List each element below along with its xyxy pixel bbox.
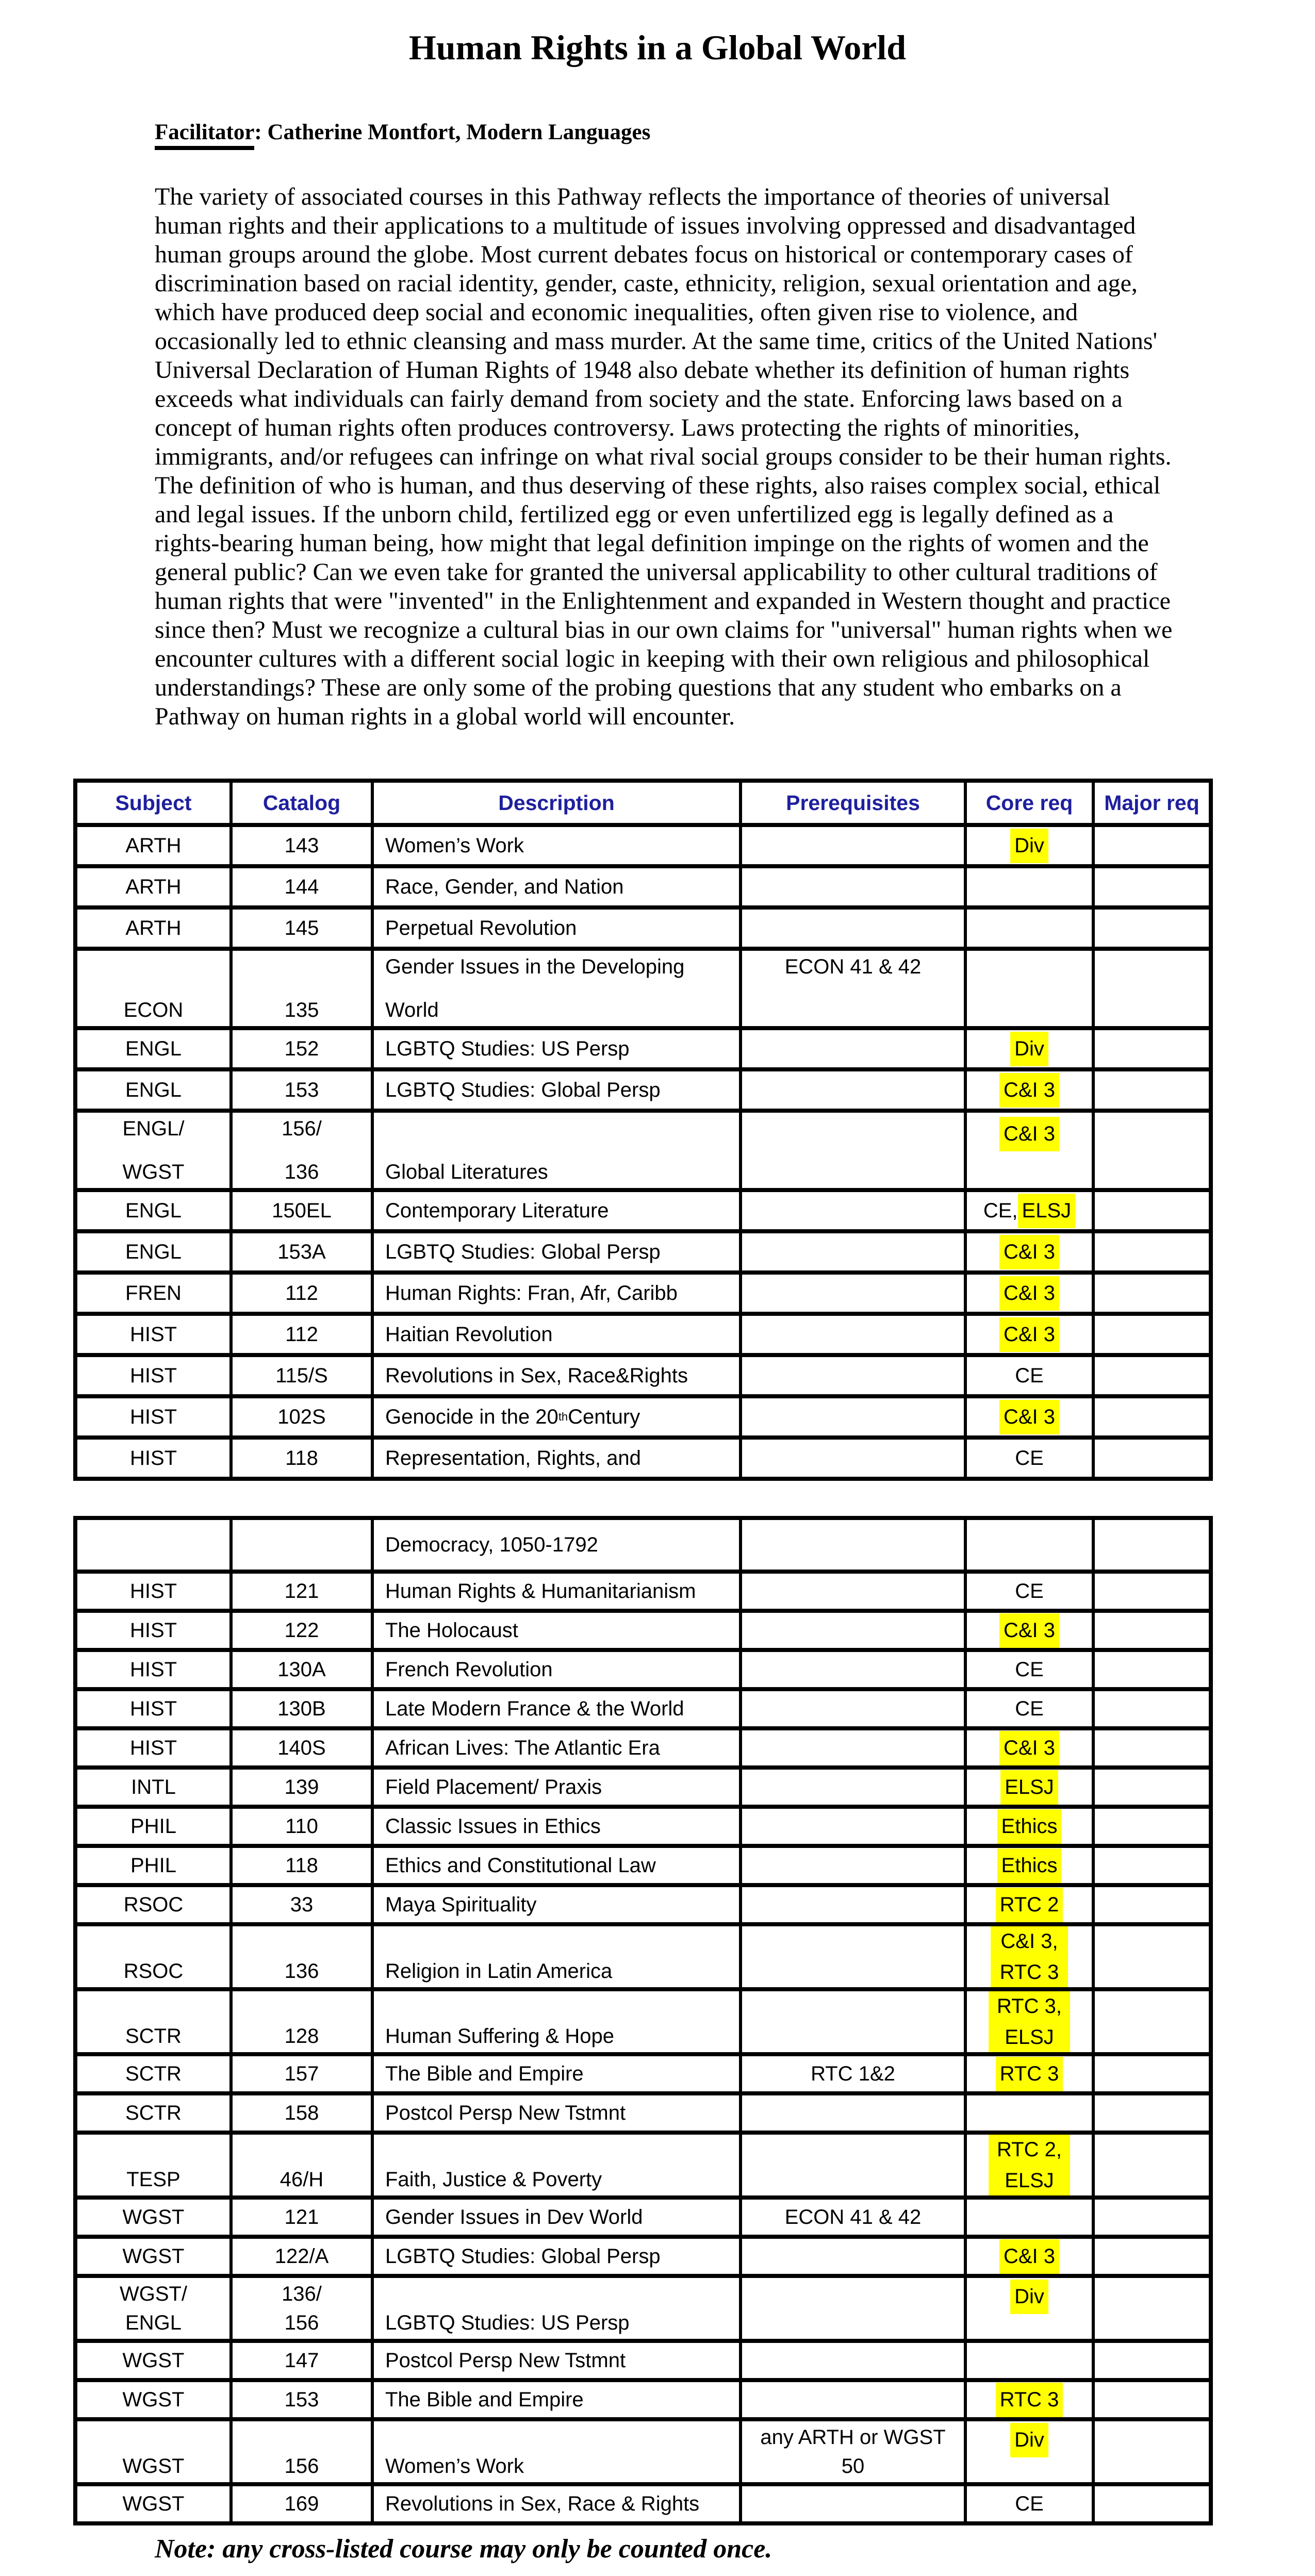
cell-prereq [741, 1768, 965, 1807]
cell-catalog: 118 [231, 1846, 372, 1885]
cell-desc: Women’s Work [372, 2419, 741, 2484]
cell-core: Ethics [965, 1846, 1093, 1885]
column-header-subject: Subject [75, 781, 231, 825]
cell-core [965, 2198, 1093, 2237]
cell-catalog: 152 [231, 1028, 372, 1069]
table-row [75, 1438, 1211, 1479]
cell-prereq: ECON 41 & 42 [741, 2198, 965, 2237]
column-header-core-req: Core req [965, 781, 1093, 825]
cell-prereq [741, 1069, 965, 1111]
table-row [75, 1314, 1211, 1355]
cell-desc: LGBTQ Studies: Global Persp [372, 2237, 741, 2276]
cell-subject: WGST [75, 2198, 231, 2237]
cell-core: CE [965, 1650, 1093, 1689]
column-header-catalog: Catalog [231, 781, 372, 825]
cell-core: C&I 3 [965, 1231, 1093, 1273]
cell-subject: WGST [75, 2484, 231, 2523]
cell-catalog: 136 [231, 1924, 372, 1989]
cell-major [1093, 2093, 1211, 2133]
cell-desc: Late Modern France & the World [372, 1689, 741, 1728]
cell-subject: ENGL [75, 1231, 231, 1273]
cell-prereq [741, 1689, 965, 1728]
cell-catalog: 150EL [231, 1190, 372, 1231]
cell-desc: Genocide in the 20 th Century [372, 1396, 741, 1438]
cell-subject: ARTH [75, 907, 231, 949]
cell-catalog: 115/S [231, 1355, 372, 1396]
cell-catalog: 153 [231, 1069, 372, 1111]
cell-core: Ethics [965, 1807, 1093, 1846]
cell-desc: Revolutions in Sex, Race & Rights [372, 2484, 741, 2523]
cell-subject: HIST [75, 1314, 231, 1355]
cell-core: Div [965, 2419, 1093, 2484]
cell-catalog: 169 [231, 2484, 372, 2523]
cell-core: RTC 3 [965, 2054, 1093, 2093]
cell-subject: WGST [75, 2237, 231, 2276]
table-row [75, 1069, 1211, 1111]
cell-catalog: 130A [231, 1650, 372, 1689]
cell-desc: Ethics and Constitutional Law [372, 1846, 741, 1885]
course-table-1 [73, 779, 1213, 1481]
cell-core: CE [965, 1689, 1093, 1728]
column-header-prerequisites: Prerequisites [741, 781, 965, 825]
cell-catalog: 153A [231, 1231, 372, 1273]
document-page [0, 26, 1315, 2576]
table-row [75, 1355, 1211, 1396]
cell-core: RTC 2 [965, 1885, 1093, 1924]
cell-major [1093, 2419, 1211, 2484]
cell-prereq: any ARTH or WGST 50 [741, 2419, 965, 2484]
table-row [75, 2237, 1211, 2276]
cell-major [1093, 1273, 1211, 1314]
cell-subject: INTL [75, 1768, 231, 1807]
cell-major [1093, 2198, 1211, 2237]
cell-prereq [741, 907, 965, 949]
cell-catalog: 158 [231, 2093, 372, 2133]
table-row [75, 1273, 1211, 1314]
cell-prereq [741, 2380, 965, 2419]
cell-subject: SCTR [75, 2093, 231, 2133]
cell-core [965, 866, 1093, 907]
cell-desc: Human Rights & Humanitarianism [372, 1572, 741, 1611]
cell-major [1093, 2276, 1211, 2341]
cell-prereq [741, 2093, 965, 2133]
cell-core [965, 907, 1093, 949]
cell-core: Div [965, 825, 1093, 866]
cell-desc: Revolutions in Sex, Race&Rights [372, 1355, 741, 1396]
cell-catalog: 156/ 136 [231, 1111, 372, 1190]
cell-core: C&I 3 [965, 1396, 1093, 1438]
cell-subject: ARTH [75, 866, 231, 907]
cell-prereq [741, 1111, 965, 1190]
cell-catalog: 156 [231, 2419, 372, 2484]
cell-prereq [741, 866, 965, 907]
cell-desc: Perpetual Revolution [372, 907, 741, 949]
cell-major [1093, 2341, 1211, 2380]
cell-desc: LGBTQ Studies: US Persp [372, 2276, 741, 2341]
table-row [75, 2419, 1211, 2484]
cell-major [1093, 2484, 1211, 2523]
cell-core: C&I 3 [965, 1273, 1093, 1314]
cell-major [1093, 2237, 1211, 2276]
cell-major [1093, 1846, 1211, 1885]
cell-desc: African Lives: The Atlantic Era [372, 1728, 741, 1768]
cell-prereq [741, 1396, 965, 1438]
cell-desc: Global Literatures [372, 1111, 741, 1190]
cell-subject: ENGL [75, 1028, 231, 1069]
cell-core: C&I 3 [965, 1611, 1093, 1650]
cell-prereq [741, 1518, 965, 1572]
cell-prereq: RTC 1&2 [741, 2054, 965, 2093]
table-row [75, 949, 1211, 1028]
cell-catalog [231, 1518, 372, 1572]
cell-catalog: 139 [231, 1768, 372, 1807]
cell-core: C&I 3, RTC 3 [965, 1924, 1093, 1989]
cell-desc: Representation, Rights, and [372, 1438, 741, 1479]
cell-prereq [741, 1807, 965, 1846]
cell-major [1093, 1314, 1211, 1355]
table-row [75, 1396, 1211, 1438]
cell-core: CE, ELSJ [965, 1190, 1093, 1231]
cell-major [1093, 866, 1211, 907]
cell-subject: HIST [75, 1355, 231, 1396]
cell-desc: Human Suffering & Hope [372, 1989, 741, 2054]
cell-major [1093, 2133, 1211, 2198]
cell-subject: ARTH [75, 825, 231, 866]
cell-prereq: ECON 41 & 42 [741, 949, 965, 1028]
cell-catalog: 135 [231, 949, 372, 1028]
table-row [75, 1846, 1211, 1885]
cell-subject: WGST/ ENGL [75, 2276, 231, 2341]
cell-major [1093, 1438, 1211, 1479]
cell-subject: HIST [75, 1650, 231, 1689]
cell-core: C&I 3 [965, 1314, 1093, 1355]
table-row [75, 2054, 1211, 2093]
table-row [75, 825, 1211, 866]
table-row [75, 907, 1211, 949]
cell-desc: Gender Issues in Dev World [372, 2198, 741, 2237]
cell-subject: WGST [75, 2419, 231, 2484]
cell-core: CE [965, 1572, 1093, 1611]
table-header-row [75, 781, 1211, 825]
table-row [75, 1572, 1211, 1611]
cell-prereq [741, 2133, 965, 2198]
cell-major [1093, 1611, 1211, 1650]
cell-subject: RSOC [75, 1924, 231, 1989]
facilitator-label: Facilitator [155, 120, 254, 150]
cell-catalog: 122 [231, 1611, 372, 1650]
cell-major [1093, 2054, 1211, 2093]
cell-prereq [741, 1572, 965, 1611]
cell-desc: Faith, Justice & Poverty [372, 2133, 741, 2198]
table-row [75, 2093, 1211, 2133]
cell-prereq [741, 1885, 965, 1924]
table-row [75, 1807, 1211, 1846]
table-row [75, 1190, 1211, 1231]
page-title: Human Rights in a Global World [408, 28, 907, 67]
cell-desc: Gender Issues in the Developing World [372, 949, 741, 1028]
table-row [75, 1885, 1211, 1924]
cell-major [1093, 2380, 1211, 2419]
cell-desc: French Revolution [372, 1650, 741, 1689]
table-row [75, 1728, 1211, 1768]
cell-prereq [741, 2341, 965, 2380]
cell-desc: LGBTQ Studies: US Persp [372, 1028, 741, 1069]
cell-major [1093, 1689, 1211, 1728]
cell-desc: The Bible and Empire [372, 2054, 741, 2093]
cell-major [1093, 1728, 1211, 1768]
cell-desc: LGBTQ Studies: Global Persp [372, 1069, 741, 1111]
facilitator-text: : Catherine Montfort, Modern Languages [254, 120, 651, 144]
cell-catalog: 147 [231, 2341, 372, 2380]
cell-prereq [741, 1728, 965, 1768]
cell-prereq [741, 1846, 965, 1885]
cell-subject: SCTR [75, 2054, 231, 2093]
cell-catalog: 130B [231, 1689, 372, 1728]
cell-prereq [741, 1028, 965, 1069]
cell-catalog: 128 [231, 1989, 372, 2054]
cell-prereq [741, 2276, 965, 2341]
cell-core [965, 949, 1093, 1028]
table-row [75, 1231, 1211, 1273]
cell-prereq [741, 1611, 965, 1650]
table-row [75, 1611, 1211, 1650]
cell-catalog: 110 [231, 1807, 372, 1846]
cell-prereq [741, 1231, 965, 1273]
cell-core: C&I 3 [965, 1728, 1093, 1768]
cell-prereq [741, 1924, 965, 1989]
cell-subject: PHIL [75, 1846, 231, 1885]
cell-catalog: 140S [231, 1728, 372, 1768]
cell-subject: HIST [75, 1438, 231, 1479]
cell-core: Div [965, 2276, 1093, 2341]
table-row [75, 2198, 1211, 2237]
cell-major [1093, 1518, 1211, 1572]
cell-prereq [741, 1438, 965, 1479]
table-row [75, 2380, 1211, 2419]
table-row [75, 1518, 1211, 1572]
course-table-2 [73, 1516, 1213, 2525]
cell-desc: Field Placement/ Praxis [372, 1768, 741, 1807]
table-row [75, 2484, 1211, 2523]
table-row [75, 1650, 1211, 1689]
cell-subject: WGST [75, 2380, 231, 2419]
cell-core [965, 2093, 1093, 2133]
cell-desc: The Holocaust [372, 1611, 741, 1650]
cell-catalog: 46/H [231, 2133, 372, 2198]
cell-core: C&I 3 [965, 1069, 1093, 1111]
cell-core: C&I 3 [965, 2237, 1093, 2276]
cell-desc: LGBTQ Studies: Global Persp [372, 1231, 741, 1273]
cell-subject: ECON [75, 949, 231, 1028]
cell-prereq [741, 1355, 965, 1396]
table-row [75, 1924, 1211, 1989]
cell-major [1093, 1989, 1211, 2054]
cell-major [1093, 1231, 1211, 1273]
table-row [75, 1989, 1211, 2054]
cell-core: CE [965, 2484, 1093, 2523]
cell-core: CE [965, 1438, 1093, 1479]
cell-prereq [741, 2237, 965, 2276]
table-row [75, 1768, 1211, 1807]
cell-core: RTC 3, ELSJ [965, 1989, 1093, 2054]
cell-core: RTC 2, ELSJ [965, 2133, 1093, 2198]
table-row [75, 2276, 1211, 2341]
table-row [75, 2341, 1211, 2380]
cell-subject: ENGL/ WGST [75, 1111, 231, 1190]
cell-subject: ENGL [75, 1069, 231, 1111]
cell-prereq [741, 1273, 965, 1314]
cell-desc: Race, Gender, and Nation [372, 866, 741, 907]
cell-catalog: 153 [231, 2380, 372, 2419]
cell-major [1093, 1650, 1211, 1689]
cell-desc: The Bible and Empire [372, 2380, 741, 2419]
cell-core: Div [965, 1028, 1093, 1069]
cell-major [1093, 1355, 1211, 1396]
cell-prereq [741, 1989, 965, 2054]
cell-core [965, 2341, 1093, 2380]
cell-catalog: 102S [231, 1396, 372, 1438]
cell-desc: Postcol Persp New Tstmnt [372, 2093, 741, 2133]
cell-catalog: 145 [231, 907, 372, 949]
cell-desc: Democracy, 1050-1792 [372, 1518, 741, 1572]
cell-catalog: 112 [231, 1314, 372, 1355]
table-row [75, 1111, 1211, 1190]
cell-major [1093, 1028, 1211, 1069]
cell-subject: HIST [75, 1689, 231, 1728]
cell-catalog: 144 [231, 866, 372, 907]
cell-prereq [741, 1650, 965, 1689]
cell-desc: Women’s Work [372, 825, 741, 866]
cell-desc: Postcol Persp New Tstmnt [372, 2341, 741, 2380]
cell-core: C&I 3 [965, 1111, 1093, 1190]
cell-major [1093, 825, 1211, 866]
cell-major [1093, 1396, 1211, 1438]
cell-core: RTC 3 [965, 2380, 1093, 2419]
intro-paragraph: The variety of associated courses in this Pathway reflects the importance of theories of universal human rights and their applications to a multitude of issues involving oppressed and disadvantaged human groups around the globe. Most current debates focus on historical or contemporary cases of discrimination based on racial identity, gender, caste, ethnicity, religion, sexual orientation and age, which have produced deep social and economic inequalities, often given rise to violence, and occasionally led to ethnic cleansing and mass murder. At the same time, critics of the United Nations' Universal Declaration of Human Rights of 1948 also debate whether its definition of human rights exceeds what individuals can fairly demand from society and the state. Enforcing laws based on a concept of human rights often produces controversy. Laws protecting the rights of minorities, immigrants, and/or refugees can infringe on what rival social groups consider to be their human rights. The definition of who is human, and thus deserving of these rights, also raises complex social, ethical and legal issues. If the unborn child, fertilized egg or even unfertilized egg is legally defined as a rights-bearing human being, how might that legal definition impinge on the rights of women and the general public? Can we even take for granted the universal applicability to other cultural traditions of human rights that were "invented" in the Enlightenment and expanded in Western thought and practice since then? Must we recognize a cultural bias in our own claims for "universal" human rights when we encounter cultures with a different social logic in keeping with their own religious and philosophical understandings? These are only some of the probing questions that any student who embarks on a Pathway on human rights in a global world will encounter. [155, 183, 1173, 730]
cell-subject: TESP [75, 2133, 231, 2198]
cell-prereq [741, 825, 965, 866]
cell-major [1093, 1572, 1211, 1611]
cell-major [1093, 1069, 1211, 1111]
cell-subject: HIST [75, 1611, 231, 1650]
cell-subject: HIST [75, 1396, 231, 1438]
cell-catalog: 33 [231, 1885, 372, 1924]
column-header-description: Description [372, 781, 741, 825]
cell-desc: Classic Issues in Ethics [372, 1807, 741, 1846]
cell-catalog: 118 [231, 1438, 372, 1479]
cell-subject: HIST [75, 1728, 231, 1768]
cell-subject: HIST [75, 1572, 231, 1611]
cell-catalog: 143 [231, 825, 372, 866]
table-row [75, 1689, 1211, 1728]
cell-catalog: 121 [231, 1572, 372, 1611]
cell-catalog: 121 [231, 2198, 372, 2237]
cell-core: CE [965, 1355, 1093, 1396]
cell-prereq [741, 1314, 965, 1355]
table-row [75, 2133, 1211, 2198]
cell-major [1093, 1190, 1211, 1231]
cell-core: ELSJ [965, 1768, 1093, 1807]
note-text: Note: any cross-listed course may only be counted once. [155, 2534, 772, 2564]
facilitator-line [155, 119, 1315, 146]
cell-subject: RSOC [75, 1885, 231, 1924]
cell-prereq [741, 1190, 965, 1231]
cell-major [1093, 907, 1211, 949]
cell-major [1093, 949, 1211, 1028]
cell-major [1093, 1885, 1211, 1924]
cell-desc: Contemporary Literature [372, 1190, 741, 1231]
cell-major [1093, 1768, 1211, 1807]
cell-subject: FREN [75, 1273, 231, 1314]
cell-subject: WGST [75, 2341, 231, 2380]
cell-desc: Religion in Latin America [372, 1924, 741, 1989]
cell-desc: Human Rights: Fran, Afr, Caribb [372, 1273, 741, 1314]
cell-major [1093, 1111, 1211, 1190]
cell-desc: Haitian Revolution [372, 1314, 741, 1355]
column-header-major-req: Major req [1093, 781, 1211, 825]
cell-major [1093, 1807, 1211, 1846]
table-row [75, 1028, 1211, 1069]
cell-desc: Maya Spirituality [372, 1885, 741, 1924]
cell-core [965, 1518, 1093, 1572]
cell-subject: PHIL [75, 1807, 231, 1846]
cell-catalog: 136/ 156 [231, 2276, 372, 2341]
cell-catalog: 112 [231, 1273, 372, 1314]
cell-catalog: 122/A [231, 2237, 372, 2276]
cell-subject: SCTR [75, 1989, 231, 2054]
cell-prereq [741, 2484, 965, 2523]
cell-catalog: 157 [231, 2054, 372, 2093]
table-row [75, 866, 1211, 907]
cell-subject: ENGL [75, 1190, 231, 1231]
cell-subject [75, 1518, 231, 1572]
cell-major [1093, 1924, 1211, 1989]
